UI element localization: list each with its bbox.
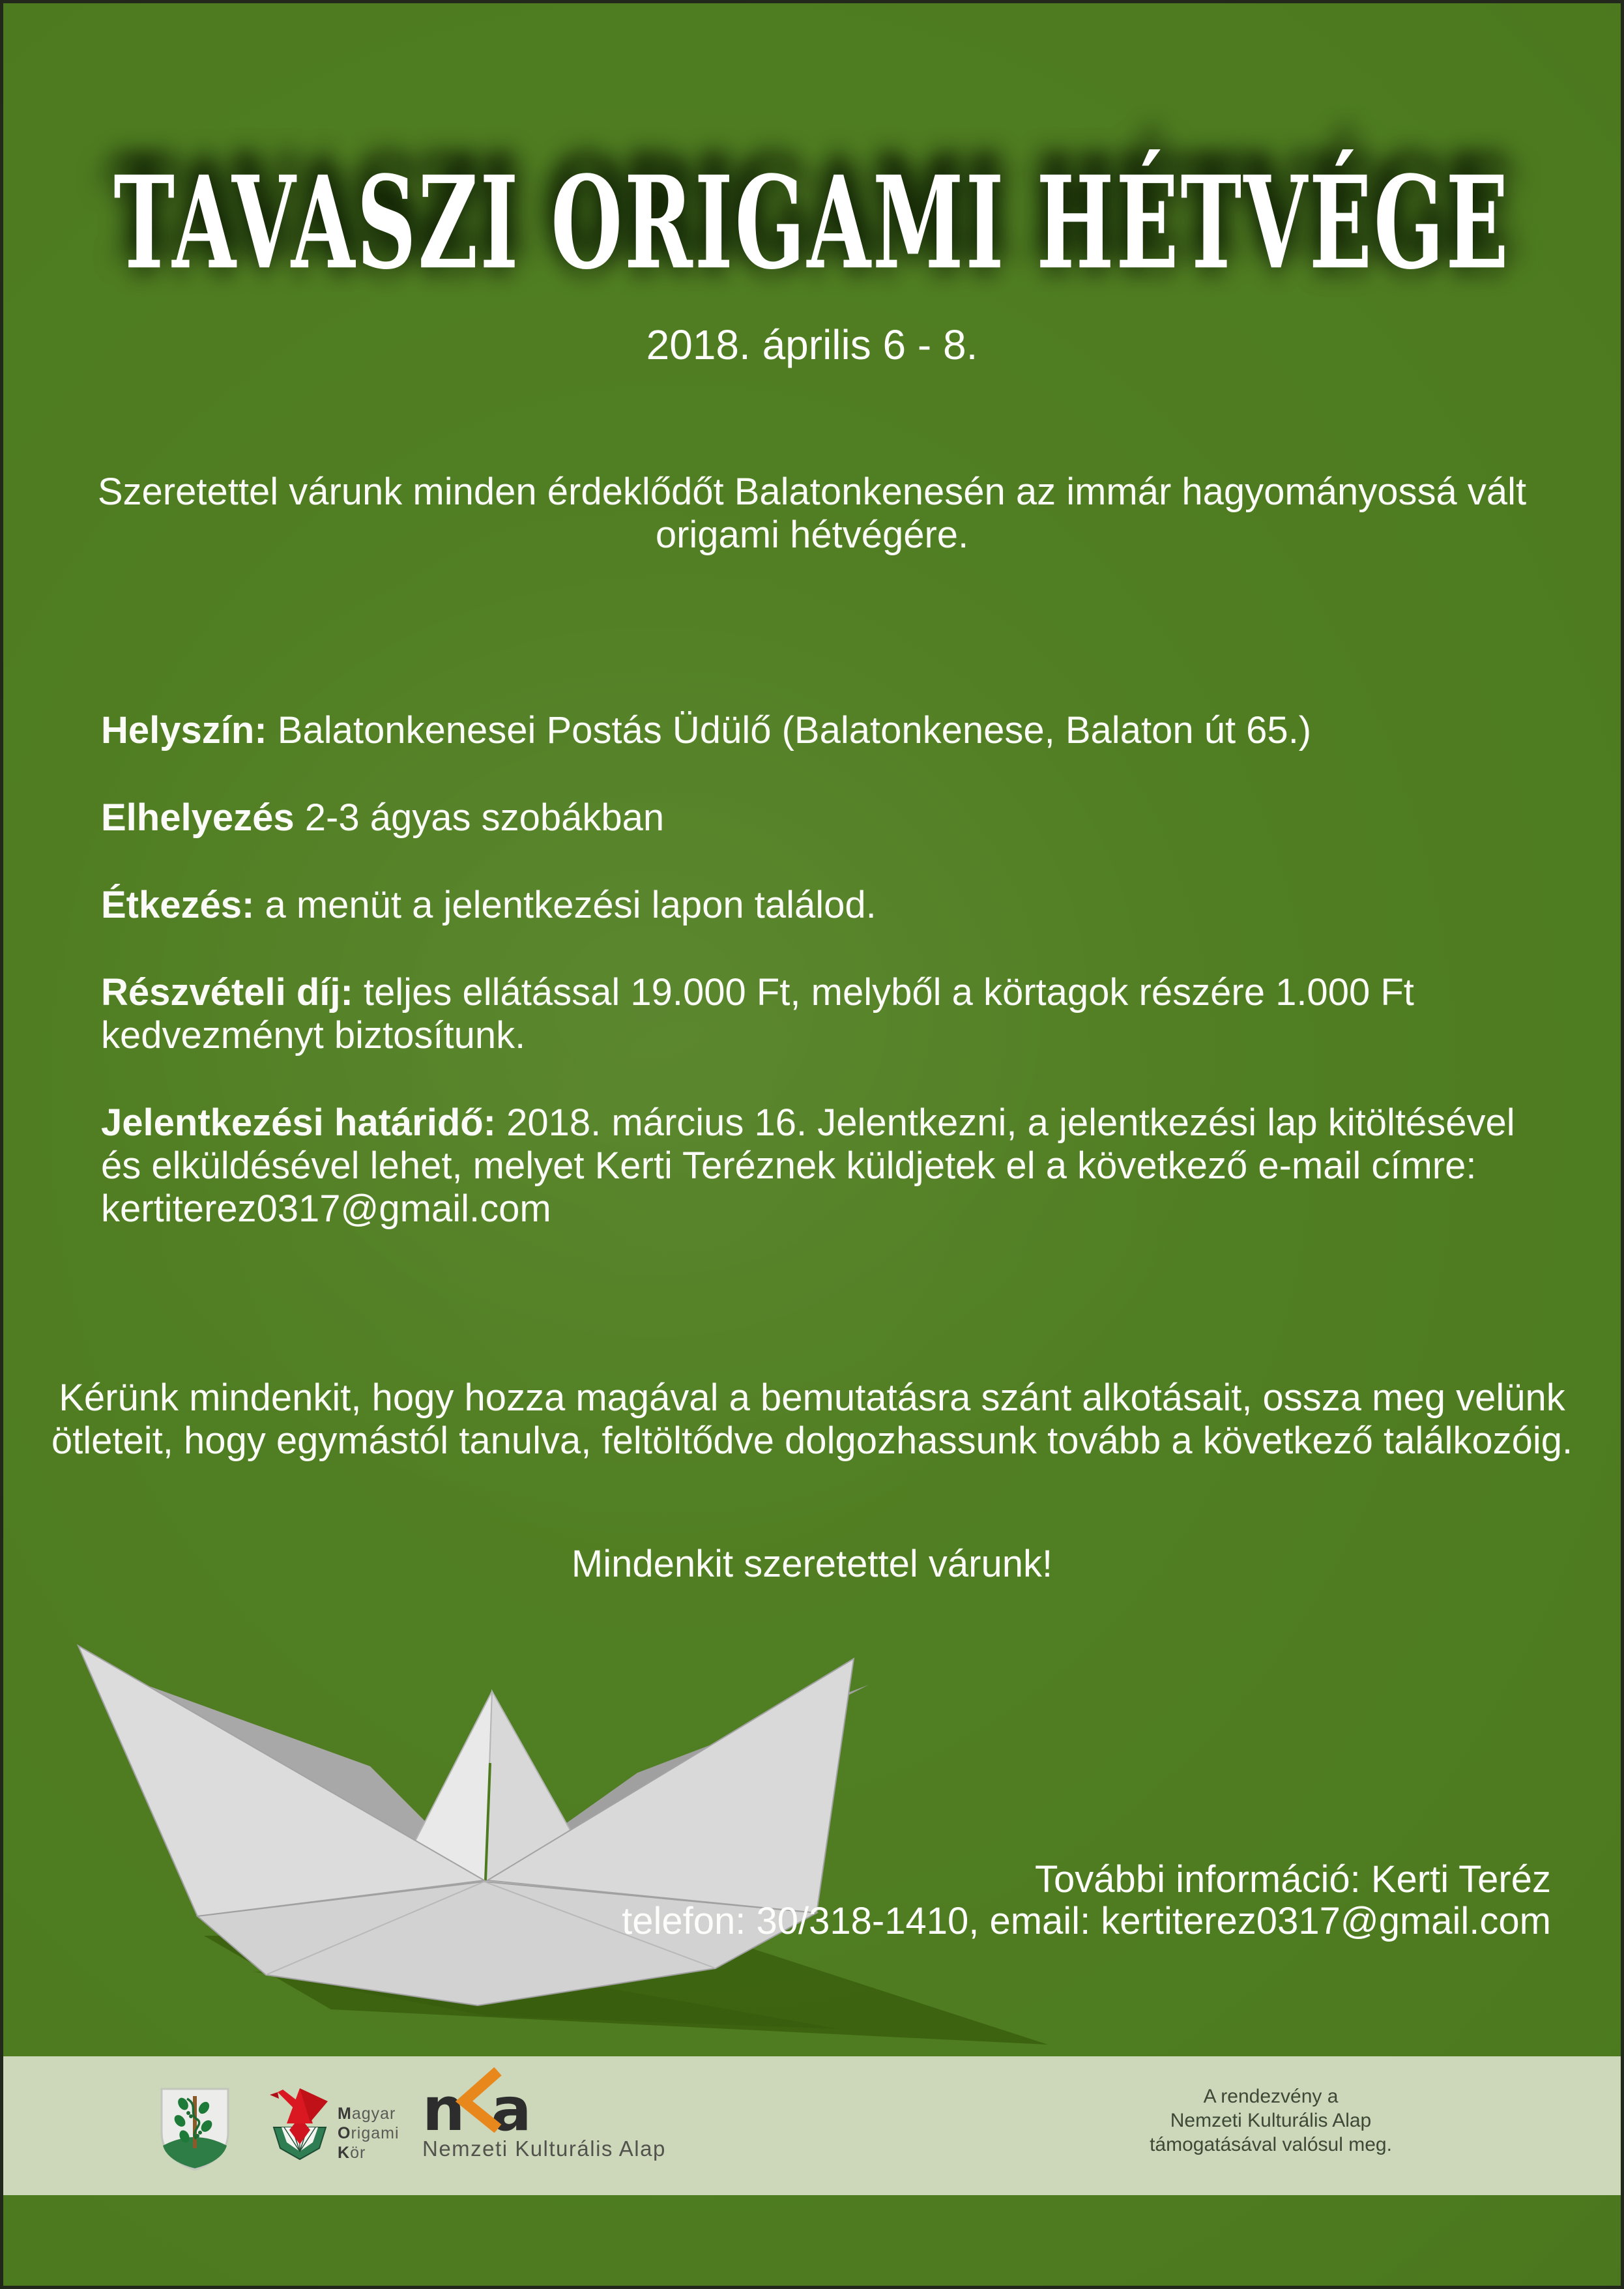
event-date: 2018. április 6 - 8. [646,321,978,368]
detail-label: Helyszín: [101,709,267,751]
detail-label: Részvételi díj: [101,971,353,1013]
support-text [1056,2084,1486,2157]
origami-crane-icon [267,2083,332,2165]
nka-letter-a: a [491,2075,532,2144]
detail-row-meals [101,884,1544,927]
detail-row-deadline [101,1101,1544,1231]
support-line-1: A rendezvény a [1203,2086,1339,2107]
contact-line-1: További információ: Kerti Teréz [1035,1858,1551,1901]
mok-word-origami: Origami [338,2124,399,2142]
detail-text: 2018. március 16. Jelentkezni, a jelentkezési lap kitöltésével és elküldésével lehet, melyet Kerti Teréznek küldjetek el a következő e-mail címre: kertiterez0317@gmail.com [101,1101,1515,1230]
detail-text: teljes ellátással 19.000 Ft, melyből a körtagok részére 1.000 Ft kedvezményt biztosítunk. [101,971,1414,1057]
contact-info [622,1859,1551,1942]
nka-wordmark [422,2075,666,2144]
nka-logo [422,2077,666,2161]
title-wrap [0,148,1624,298]
mok-word-magyar: Magyar [338,2105,396,2123]
detail-row-fee [101,971,1544,1057]
detail-row-rooms [101,796,1544,839]
support-line-2: Nemzeti Kulturális Alap [1170,2110,1372,2131]
mok-wordmark [338,2104,399,2163]
contact-line-2: telefon: 30/318-1410, email: kertiterez0317@gmail.com [622,1900,1551,1942]
mok-word-kor: Kör [338,2144,366,2162]
support-line-3: támogatásával valósul meg. [1150,2134,1392,2155]
details-list [101,709,1544,1275]
nka-name: Nemzeti Kulturális Alap [422,2136,666,2161]
detail-text: 2-3 ágyas szobákban [294,796,665,839]
nka-letter-n: n [422,2075,465,2144]
detail-row-location [101,709,1544,752]
detail-label: Jelentkezési határidő: [101,1101,496,1144]
appeal-paragraph: Kérünk mindenkit, hogy hozza magával a bemutatásra szánt alkotásait, ossza meg velünk ötleteit, hogy egymástól tanulva, feltöltődve dolgozhassunk tovább a következő találkozóig. [51,1377,1573,1462]
detail-text: Balatonkenesei Postás Üdülő (Balatonkenese, Balaton út 65.) [267,709,1312,751]
closing-line: Mindenkit szeretettel várunk! [571,1543,1053,1585]
detail-text: a menüt a jelentkezési lapon találod. [254,884,877,926]
intro-paragraph: Szeretettel várunk minden érdeklődőt Balatonkenesén az immár hagyományossá vált origami hétvégére. [97,471,1527,556]
event-title: TAVASZI ORIGAMI HÉTVÉGE [113,148,1511,298]
detail-label: Étkezés: [101,884,255,926]
detail-label: Elhelyezés [101,796,295,839]
origami-boat-image [57,1607,1100,2063]
nka-chevron-icon [455,2067,502,2133]
coat-of-arms-icon [158,2086,231,2173]
